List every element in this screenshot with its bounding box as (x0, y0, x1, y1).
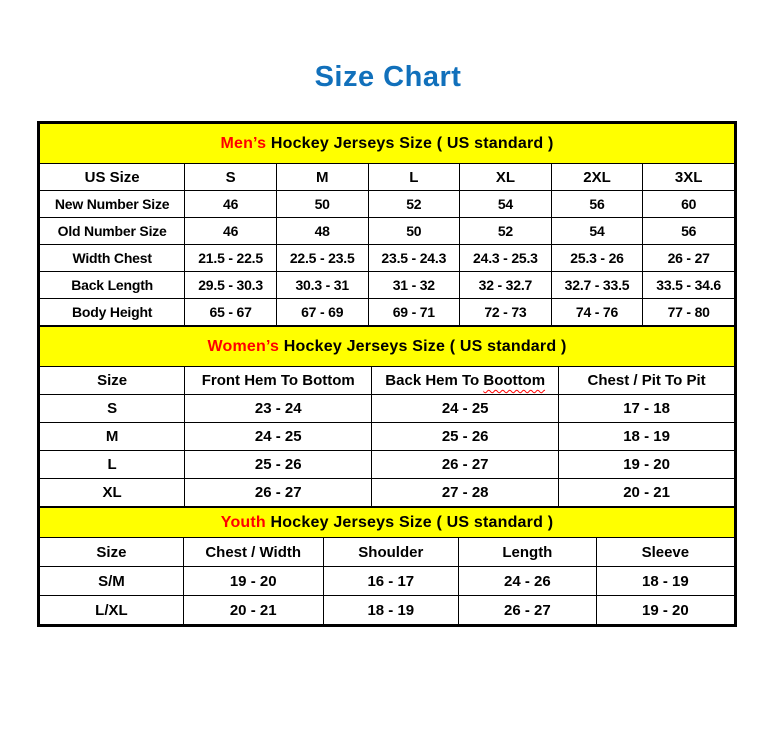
size-chart-tables (37, 121, 737, 627)
youth-column-header: Chest / Width (183, 538, 323, 567)
youth-value-cell: 26 - 27 (459, 596, 597, 625)
womens-value-cell: 26 - 27 (372, 451, 559, 479)
mens-row-label: Old Number Size (40, 218, 185, 245)
mens-column-header: S (185, 164, 277, 191)
mens-value-cell: 50 (368, 218, 460, 245)
youth-section-title-highlight: Youth (220, 513, 266, 531)
mens-value-cell: 48 (276, 218, 368, 245)
mens-section-title-rest: Hockey Jerseys Size ( US standard ) (266, 134, 554, 152)
mens-value-cell: 54 (551, 218, 643, 245)
mens-value-cell: 50 (276, 191, 368, 218)
womens-column-header: Chest / Pit To Pit (559, 367, 735, 395)
mens-data-row (40, 245, 735, 272)
youth-value-cell: 19 - 20 (596, 596, 734, 625)
mens-value-cell: 46 (185, 218, 277, 245)
womens-value-cell: 27 - 28 (372, 479, 559, 507)
mens-value-cell: 46 (185, 191, 277, 218)
mens-value-cell: 21.5 - 22.5 (185, 245, 277, 272)
womens-data-row (40, 479, 735, 507)
mens-value-cell: 23.5 - 24.3 (368, 245, 460, 272)
mens-value-cell: 26 - 27 (643, 245, 735, 272)
womens-value-cell: 24 - 25 (185, 423, 372, 451)
mens-value-cell: 33.5 - 34.6 (643, 272, 735, 299)
womens-data-row (40, 451, 735, 479)
mens-section-title (40, 124, 735, 164)
mens-value-cell: 25.3 - 26 (551, 245, 643, 272)
mens-value-cell: 69 - 71 (368, 299, 460, 326)
mens-value-cell: 30.3 - 31 (276, 272, 368, 299)
youth-section-title-rest: Hockey Jerseys Size ( US standard ) (265, 513, 554, 531)
youth-row-label: L/XL (40, 596, 184, 625)
mens-value-cell: 77 - 80 (643, 299, 735, 326)
mens-value-cell: 32 - 32.7 (460, 272, 552, 299)
mens-value-cell: 31 - 32 (368, 272, 460, 299)
mens-column-header: XL (460, 164, 552, 191)
womens-column-header: Back Hem To Boottom (372, 367, 559, 395)
womens-row-label: XL (40, 479, 185, 507)
mens-data-row (40, 191, 735, 218)
youth-size-table (39, 507, 735, 625)
mens-value-cell: 32.7 - 33.5 (551, 272, 643, 299)
womens-value-cell: 23 - 24 (185, 395, 372, 423)
mens-value-cell: 22.5 - 23.5 (276, 245, 368, 272)
mens-value-cell: 56 (551, 191, 643, 218)
womens-size-table (39, 326, 735, 507)
mens-row-label: New Number Size (40, 191, 185, 218)
youth-value-cell: 18 - 19 (323, 596, 459, 625)
mens-column-header: 3XL (643, 164, 735, 191)
youth-header-row (40, 538, 735, 567)
womens-section-title-rest: Hockey Jerseys Size ( US standard ) (279, 337, 567, 355)
page-title: Size Chart (314, 61, 462, 93)
womens-section-band (40, 327, 735, 367)
mens-data-row (40, 218, 735, 245)
womens-value-cell: 17 - 18 (559, 395, 735, 423)
womens-row-label: S (40, 395, 185, 423)
youth-value-cell: 20 - 21 (183, 596, 323, 625)
mens-column-header: M (276, 164, 368, 191)
womens-data-row (40, 423, 735, 451)
mens-value-cell: 72 - 73 (460, 299, 552, 326)
mens-row-label: Width Chest (40, 245, 185, 272)
mens-value-cell: 65 - 67 (185, 299, 277, 326)
youth-row-label: S/M (40, 567, 184, 596)
youth-data-row (40, 596, 735, 625)
mens-value-cell: 56 (643, 218, 735, 245)
youth-value-cell: 19 - 20 (183, 567, 323, 596)
youth-section-band (40, 508, 735, 538)
youth-column-header: Shoulder (323, 538, 459, 567)
mens-value-cell: 29.5 - 30.3 (185, 272, 277, 299)
mens-row-label: Body Height (40, 299, 185, 326)
womens-row-label: L (40, 451, 185, 479)
womens-column-header: Front Hem To Bottom (185, 367, 372, 395)
youth-section-title (40, 508, 735, 538)
womens-section-title (40, 327, 735, 367)
mens-data-row (40, 299, 735, 326)
mens-data-row (40, 272, 735, 299)
mens-value-cell: 67 - 69 (276, 299, 368, 326)
mens-header-row (40, 164, 735, 191)
mens-column-header: 2XL (551, 164, 643, 191)
womens-section-title-highlight: Women’s (207, 337, 280, 355)
youth-column-header: Size (40, 538, 184, 567)
misspelled-word: Boottom (483, 372, 546, 389)
youth-data-row (40, 567, 735, 596)
womens-value-cell: 25 - 26 (185, 451, 372, 479)
mens-column-header: L (368, 164, 460, 191)
womens-value-cell: 19 - 20 (559, 451, 735, 479)
size-chart-page (0, 56, 776, 748)
mens-value-cell: 54 (460, 191, 552, 218)
womens-value-cell: 24 - 25 (372, 395, 559, 423)
mens-section-title-highlight: Men’s (220, 134, 267, 152)
mens-value-cell: 60 (643, 191, 735, 218)
womens-row-label: M (40, 423, 185, 451)
womens-column-header: Size (40, 367, 185, 395)
womens-value-cell: 18 - 19 (559, 423, 735, 451)
youth-column-header: Sleeve (596, 538, 734, 567)
womens-data-row (40, 395, 735, 423)
mens-section-band (40, 124, 735, 164)
youth-column-header: Length (459, 538, 597, 567)
womens-value-cell: 20 - 21 (559, 479, 735, 507)
mens-value-cell: 52 (460, 218, 552, 245)
mens-value-cell: 24.3 - 25.3 (460, 245, 552, 272)
youth-value-cell: 18 - 19 (596, 567, 734, 596)
mens-value-cell: 74 - 76 (551, 299, 643, 326)
mens-row-label: Back Length (40, 272, 185, 299)
mens-column-header: US Size (40, 164, 185, 191)
womens-value-cell: 26 - 27 (185, 479, 372, 507)
womens-value-cell: 25 - 26 (372, 423, 559, 451)
youth-value-cell: 16 - 17 (323, 567, 459, 596)
mens-size-table (39, 123, 735, 326)
mens-value-cell: 52 (368, 191, 460, 218)
womens-header-row (40, 367, 735, 395)
youth-value-cell: 24 - 26 (459, 567, 597, 596)
